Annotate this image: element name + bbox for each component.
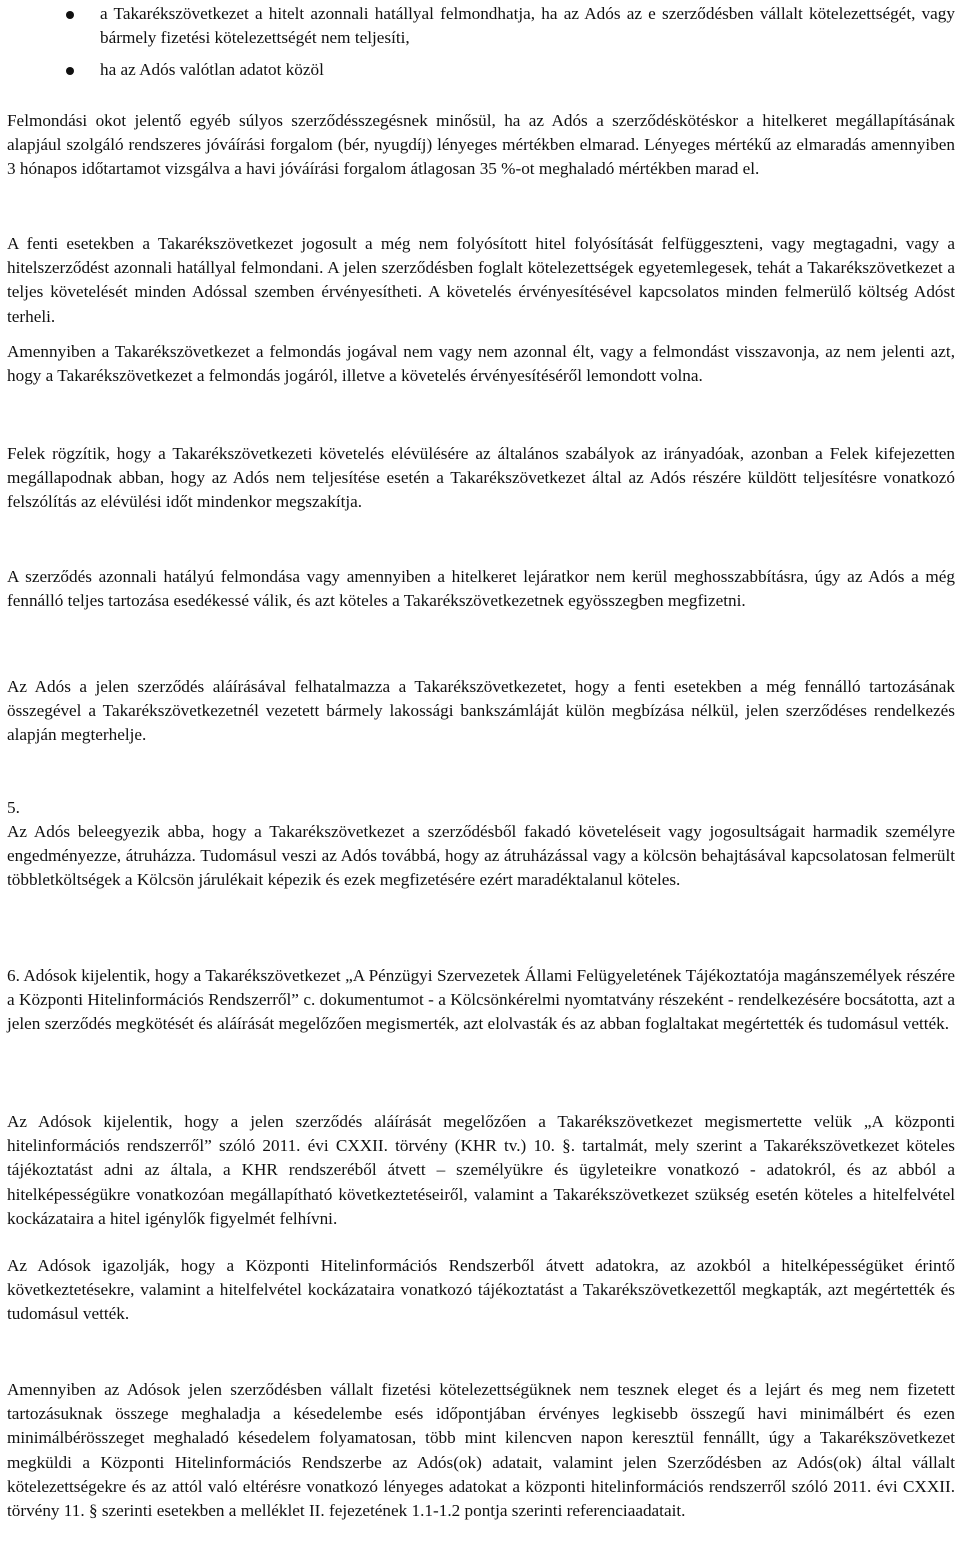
- bullet-text: a Takarékszövetkezet a hitelt azonnali hatállyal felmondhatja, ha az Adós az e szerződésben vállalt kötelezettségét, vagy bármely fizetési kötelezettségét nem teljesíti,: [100, 4, 955, 48]
- paragraph-account-debit: Az Adós a jelen szerződés aláírásával felhatalmazza a Takarékszövetkezetet, hogy a fenti esetekben a még fennálló tartozásának összegével a Takarékszövetkezetnél vezetett bármely lakossági bankszámláját külön megbízása nélkül, jelen szerződéses rendelkezés alapján megterhelje.: [7, 677, 955, 745]
- paragraph-immediate-termination: A szerződés azonnali hatályú felmondása vagy amennyiben a hitelkeret lejáratkor nem kerül meghosszabbításra, úgy az Adós a még fennálló teljes tartozása esedékessé válik, és azt köteles a Takarékszövetkezetnek egyösszegben megfizetni.: [7, 567, 955, 611]
- bullet-item: [66, 2, 955, 50]
- bullet-text: ha az Adós valótlan adatot közöl: [100, 60, 324, 79]
- paragraph-khr-reporting: Amennyiben az Adósok jelen szerződésben vállalt fizetési kötelezettségüknek nem tesznek eleget és a lejárt és meg nem fizetett tartozásuknak összege meghaladja a késedelembe esés időpontjában érvényes legkisebb összegű havi minimálbért és ezen minimálbérösszeget meghaladó késedelem folyamatosan, több mint kilencven napon keresztül fennállt, úgy a Takarékszövetkezet megküldi a Központi Hitelinformációs Rendszerbe az Adós(ok) adatait, valamint jelen Szerződésben az Adós(ok) által vállalt kötelezettségekre és az attól való eltérésre vonatkozó lényeges adatokat a központi hitelinformációs rendszerről szóló 2011. évi CXXII. törvény 11. § szerinti esetekben a melléklet II. fejezetének 1.1-1.2 pontja szerinti referenciaadatait.: [7, 1380, 955, 1521]
- bullet-item: [66, 58, 955, 84]
- paragraph-limitation: Felek rögzítik, hogy a Takarékszövetkezeti követelés elévülésére az általános szabályok az irányadóak, azonban a Felek kifejezetten megállapodnak abban, hogy az Adós nem teljesítése esetén a Takarékszövetkezet által az Adós részére küldött teljesítésre vonatkozó felszólítás az elévülési időt mindenkor megszakítja.: [7, 444, 955, 512]
- paragraph-khr-law: Az Adósok kijelentik, hogy a jelen szerződés aláírását megelőzően a Takarékszövetkezet megismertette velük „A központi hitelinformációs rendszerről” szóló 2011. évi CXXII. törvény (KHR tv.) 10. §. tartalmát, mely szerint a Takarékszövetkezet köteles tájékoztatást adni az általa, a KHR rendszeréből átvett – személyükre és ügyleteikre vonatkozó - adatokról, és az abból a hitelképességükre vonatkozóan megállapítható következtetéseiről, valamint a Takarékszövetkezet szükség esetén köteles a hitelfelvétel kockázataira a hitel igénylők figyelmét felhívni.: [7, 1112, 955, 1228]
- paragraph-khr-confirmation: Az Adósok igazolják, hogy a Központi Hitelinformációs Rendszerből átvett adatokra, az azokból a hitelképességüket érintő következtetésekre, valamint a hitelfelvétel kockázataira vonatkozó tájékoztatást a Takarékszövetkezettől megkapták, azt megértették és tudomásul vették.: [7, 1256, 955, 1324]
- bullet-icon: [66, 67, 74, 75]
- paragraph-assignment: Az Adós beleegyezik abba, hogy a Takarékszövetkezet a szerződésből fakadó követeléseit vagy jogosultságait harmadik személyre engedményezze, átruházza. Tudomásul veszi az Adós továbbá, hogy az átruházással vagy a kölcsön behajtásával kapcsolatosan felmerült többletköltségek a Kölcsön járulékait képezik és ezek megfizetésére ezért maradéktalanul köteles.: [7, 822, 955, 890]
- paragraph-serious-breach: Felmondási okot jelentő egyéb súlyos szerződésszegésnek minősül, ha az Adós a szerződéskötéskor a hitelkeret megállapításának alapjául szolgáló rendszeres jóváírási forgalom (bér, nyugdíj) lényeges mértékben elmarad. Lényeges mértékű az elmaradás amennyiben 3 hónapos időtartamot vizsgálva a havi jóváírási forgalom átlagosan 35 %-ot meghaladó mértékben marad el.: [7, 111, 955, 179]
- paragraph-section-6-khr-info: 6. Adósok kijelentik, hogy a Takarékszövetkezet „A Pénzügyi Szervezetek Állami Felügyeletének Tájékoztatója magánszemélyek részére a Központi Hitelinformációs Rendszerről” c. dokumentumot - a Kölcsönkérelmi nyomtatvány részeként - rendelkezésére bocsátotta, azt a jelen szerződés megkötését és aláírását megelőzően megismerték, azt elolvasták és az abban foglaltakat megértették és tudomásul vették.: [7, 966, 955, 1034]
- paragraph-waiver: Amennyiben a Takarékszövetkezet a felmondás jogával nem vagy nem azonnal élt, vagy a felmondást visszavonja, az nem jelenti azt, hogy a Takarékszövetkezet a felmondás jogáról, illetve a követelés érvényesítéséről lemondott volna.: [7, 342, 955, 386]
- bullet-icon: [66, 11, 74, 19]
- paragraph-termination-rights: A fenti esetekben a Takarékszövetkezet jogosult a még nem folyósított hitel folyósítását felfüggeszteni, vagy megtagadni, vagy a hitelszerződést azonnali hatállyal felmondani. A jelen szerződésben foglalt kötelezettségek egyetemlegesek, tehát a Takarékszövetkezet a teljes követelését minden Adóssal szemben érvényesítheti. A követelés érvényesítésével kapcsolatos minden felmerülő költség Adóst terheli.: [7, 234, 955, 326]
- section-number-5: 5.: [7, 798, 20, 817]
